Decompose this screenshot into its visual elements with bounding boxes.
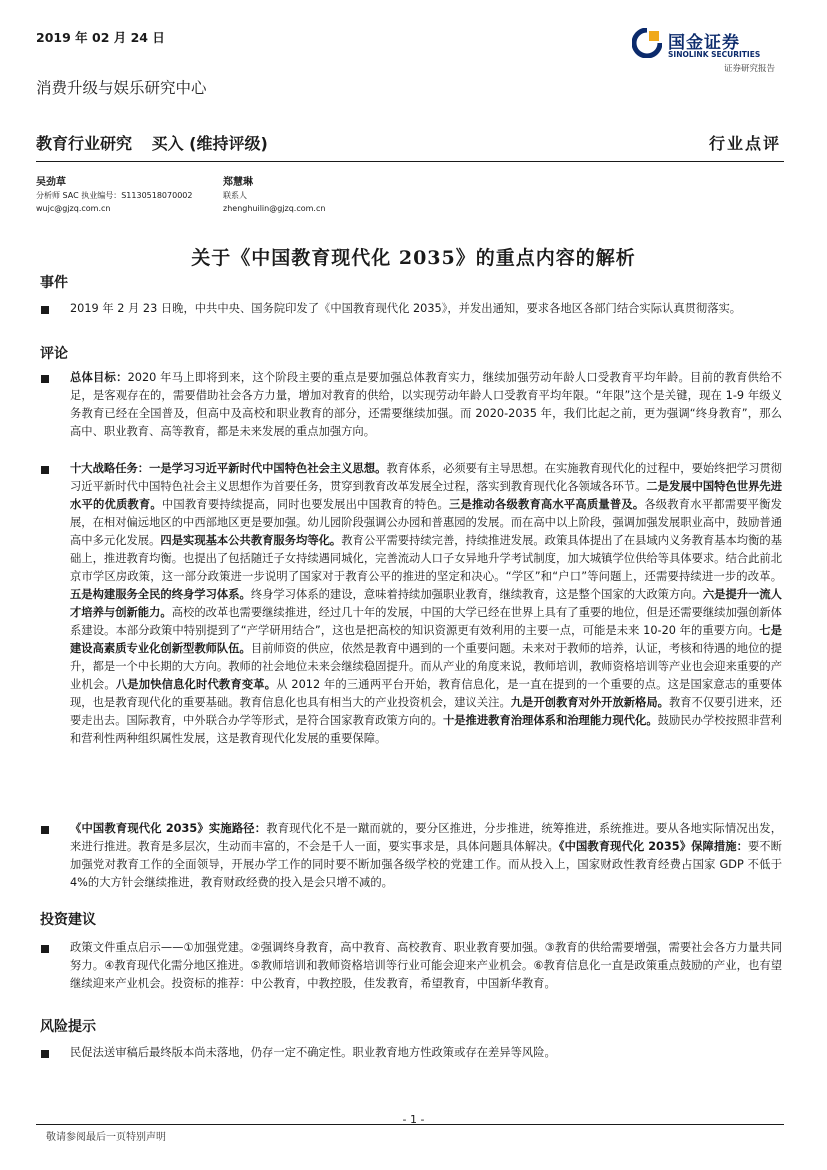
task-10-title: 十是推进教育治理体系和治理能力现代化。 [442, 714, 658, 727]
footer-divider [36, 1124, 784, 1125]
rating-label: 买入 (维持评级) [151, 134, 268, 153]
analyst-block-1 [36, 176, 192, 215]
task-4-title: 四是实现基本公共教育服务均等化。 [160, 534, 342, 547]
bullet-icon [41, 945, 49, 953]
bullet-icon [41, 375, 49, 383]
task-5-text: 终身学习体系的建设，意味着持续加强职业教育，继续教育，这是整个国家的大政策方向。 [250, 588, 703, 601]
task-7-text: 目前师资的供应，依然是教育中遇到的一个重要问题。未来对于教师的培养，认证，考核和待遇的地位的提升，都是一个中长期的大方向。教师的社会地位未来会继续稳固提升。而从产业的角度来说，教师培训，教师资格培训等产业也会迎来重要的产业机会。 [70, 642, 782, 691]
task-10-text: 鼓励民办学校按照非营利和营利性两种组织属性发展，这是教育现代化发展的重要保障。 [70, 714, 782, 745]
task-4-text: 教育公平需要持续完善，持续推进发展。政策具体提出了在县域内义务教育基本均衡的基础上，推进教育均衡。也提出了包括随迁子女持续遇同城化，完善流动人口子女异地升学考试制度，加大城镇学位供给等具体要求。结合此前北京市学区房政策，这一部分政策进一步说明了国家对于教育公平的推进的坚定和决心。“学区”和“户口”等问题上，还需要持续进一步的改革。 [70, 534, 782, 583]
analyst-email[interactable]: wujc@gjzq.com.cn [36, 204, 111, 213]
guarantee-text: 要不断加强党对教育工作的全面领导，开展办学工作的同时要不断加强各级学校的党建工作。而从投入上，国家财政性教育经费占国家 GDP 不低于 4%的大方针会继续推进，教育财政经费的投入是会只增不减的。 [70, 840, 782, 889]
analyst-role: 分析师 SAC 执业编号：S1130518070002 [36, 191, 193, 200]
section-risk: 风险提示 [40, 1019, 96, 1035]
task-3-text: 各级教育水平都需要平衡发展，在相对偏远地区的中西部地区更是要加强。幼儿园阶段强调公办园和普惠园的发展。而在高中以上阶段，强调加强发展职业高中，鼓励普通高中多元化发展。 [70, 498, 782, 547]
path-text: 教育现代化不是一蹴而就的，要分区推进，分步推进，统筹推进，系统推进。要从各地实际情况出发，来进行推进。教育是多层次，生动而丰富的，不会是千人一面，要实事求是，具体问题具体解决。 [70, 822, 782, 853]
section-investment-advice: 投资建议 [40, 912, 96, 928]
task-2-text: 中国教育要持续提高，同时也要发展出中国教育的特色。 [161, 498, 450, 511]
comment-ten-tasks [70, 460, 782, 748]
sinolink-logo-icon [632, 28, 662, 58]
task-8-title: 八是加快信息化时代教育变革。 [115, 678, 277, 691]
lead-text: 总体目标： [70, 371, 128, 384]
body-text: 2020 年马上即将到来，这个阶段主要的重点是要加强总体教育实力，继续加强劳动年龄人口受教育平均年龄。目前的教育供给不足，是客观存在的，需要借助社会各方力量，增加对教育的供给，以实现劳动年龄人口受教育平均年限。“年限”这个是关键，现在 1-9 年级义务教育已经在全国普及，但高中及高校和职业教育的部分，还需要继续加强。而 2020-2035 年，我们比起之前，更为强调“终身教育”，那么高中、职业教育、高等教育，都是未来发展的重点加强方向。 [70, 371, 782, 438]
industry-label: 教育行业研究 [36, 134, 133, 153]
task-9-title: 九是开创教育对外开放新格局。 [510, 696, 669, 709]
report-title: 关于《中国教育现代化 2035》的重点内容的解析 [191, 247, 636, 269]
task-1-title: 一是学习习近平新时代中国特色社会主义思想。 [149, 462, 387, 475]
page-number: - 1 - [402, 1113, 425, 1126]
task-1-text: 教育体系，必须要有主导思想。在实施教育现代化的过程中，要始终把学习贯彻习近平新时代中国特色社会主义思想作为首要任务，贯穿到教育改革发展全过程，落实到教育现代化各领域各环节。 [70, 462, 782, 493]
comment-overall-goal [70, 369, 782, 441]
lead-guarantee: 《中国教育现代化 2035》保障措施： [558, 840, 748, 853]
analyst-name: 吴劲草 [36, 177, 66, 188]
logo-subtitle: 证券研究报告 [724, 64, 776, 74]
research-center: 消费升级与娱乐研究中心 [36, 79, 207, 97]
company-logo [632, 26, 792, 76]
investment-advice-paragraph: 政策文件重点启示——①加强党建。②强调终身教育，高中教育、高校教育、职业教育要加强。③教育的供给需要增强，需要社会各方力量共同努力。④教育现代化需分地区推进。⑤教师培训和教师资格培训等行业可能会迎来产业机会。⑥教育信息化一直是政策重点鼓励的产业，也有望继续迎来产业机会。投资标的推荐：中公教育，中教控股，佳发教育，希望教育，中国新华教育。 [70, 941, 782, 990]
analyst-role: 联系人 [223, 191, 247, 200]
task-9-text: 教育不仅要引进来，还要走出去。国际教育，中外联合办学等形式，是符合国家教育政策方向的。 [70, 696, 782, 727]
bullet-icon [41, 466, 49, 474]
task-5-title: 五是构建服务全民的终身学习体系。 [70, 588, 251, 601]
header-divider [36, 161, 784, 162]
task-3-title: 三是推动各级教育高水平高质量普及。 [449, 498, 645, 511]
risk-paragraph: 民促法送审稿后最终版本尚未落地，仍存一定不确定性。职业教育地方性政策或存在差异等风险。 [70, 1046, 556, 1059]
event-paragraph: 2019 年 2 月 23 日晚，中共中央、国务院印发了《中国教育现代化 2035》，并发出通知，要求各地区各部门结合实际认真贯彻落实。 [70, 302, 742, 315]
analyst-name: 郑慧琳 [223, 177, 253, 188]
analyst-block-2 [223, 176, 325, 215]
logo-name-en: SINOLINK SECURITIES [668, 50, 761, 59]
disclaimer-note: 敬请参阅最后一页特别声明 [46, 1132, 166, 1143]
task-2-title: 二是发展中国特色世界先进水平的优质教育。 [70, 480, 782, 511]
industry-rating-row [36, 131, 282, 154]
logo-name-cn: 国金证券 [668, 33, 740, 53]
lead-text: 十大战略任务： [70, 462, 150, 475]
bullet-icon [41, 306, 49, 314]
report-date: 2019 年 02 月 24 日 [36, 30, 165, 45]
comment-implementation [70, 820, 782, 892]
section-comment: 评论 [40, 346, 68, 362]
task-8-text: 从 2012 年的三通两平台开始，教育信息化，是一直在提到的一个重要的点。这是国家意志的重要体现，也是教育现代化的重要基础。教育信息化也具有相当大的产业投资机会，建议关注。 [70, 678, 782, 709]
bullet-icon [41, 826, 49, 834]
lead-path: 《中国教育现代化 2035》实施路径： [70, 822, 267, 835]
bullet-icon [41, 1050, 49, 1058]
task-7-title: 七是建设高素质专业化创新型教师队伍。 [70, 624, 782, 655]
section-event: 事件 [40, 275, 68, 291]
task-6-title: 六是提升一流人才培养与创新能力。 [70, 588, 782, 619]
task-6-text: 高校的改革也需要继续推进，经过几十年的发展，中国的大学已经在世界上具有了重要的地位，但是还需要继续加强创新体系建设。本部分政策中特别提到了“产学研用结合”，这也是把高校的知识资源更有效利用的主要一点，可能是未来 10-20 年的重要方向。 [70, 606, 782, 637]
report-type: 行业点评 [708, 134, 781, 153]
analyst-email[interactable]: zhenghuilin@gjzq.com.cn [223, 204, 326, 213]
